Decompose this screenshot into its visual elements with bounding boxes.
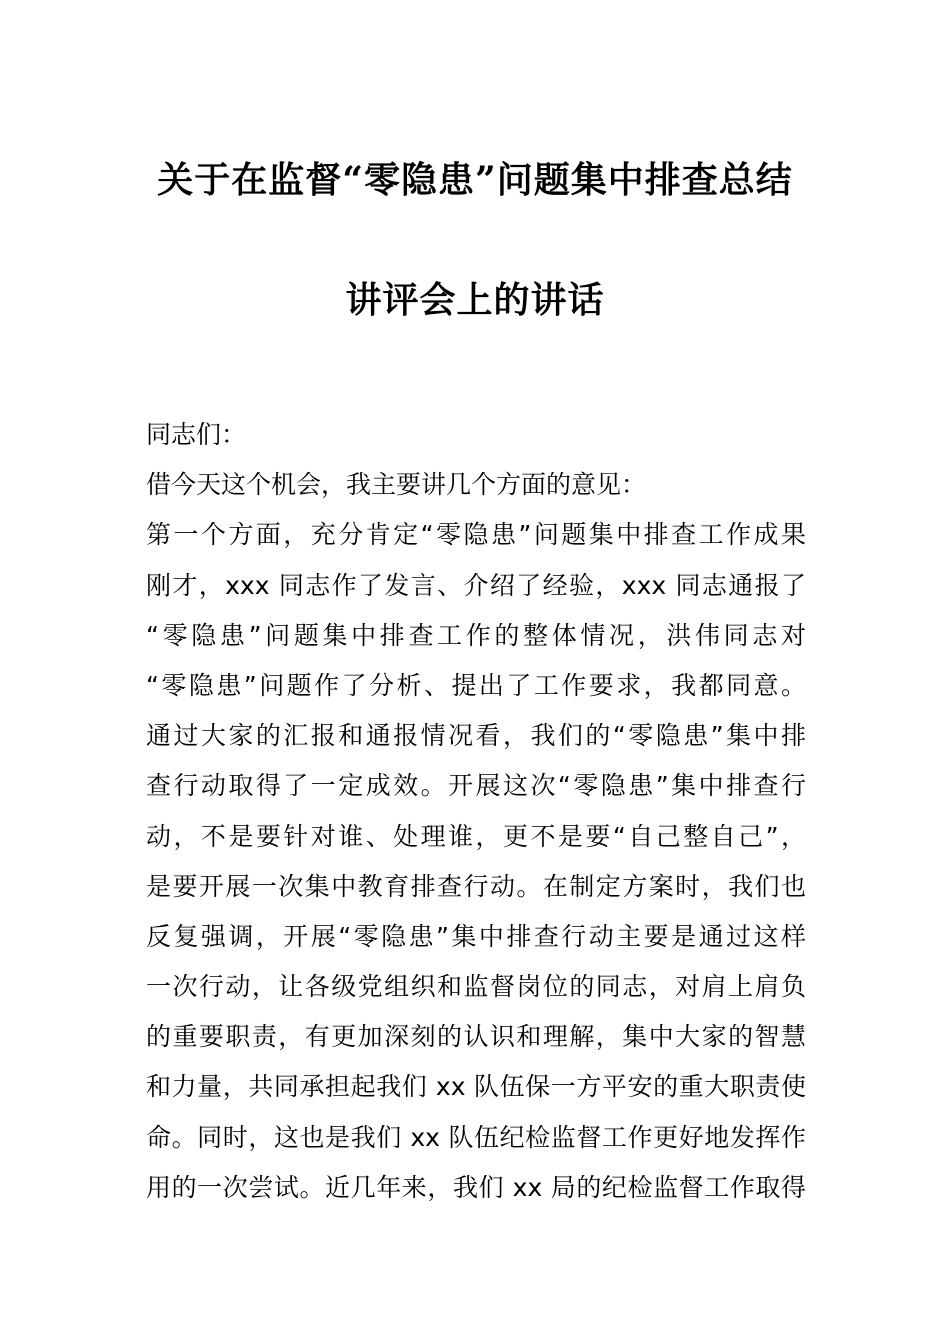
body-line: 的重要职责，有更加深刻的认识和理解，集中大家的智慧: [146, 1022, 806, 1052]
body-line: 动，不是要针对谁、处理谁，更不是要“自己整自己”，: [146, 821, 806, 851]
body-line: “零隐患”问题作了分析、提出了工作要求，我都同意。: [146, 670, 806, 700]
body-line: 查行动取得了一定成效。开展这次“零隐患”集中排查行: [146, 771, 806, 801]
body-line: 借今天这个机会，我主要讲几个方面的意见：: [146, 470, 647, 500]
body-line: 同志们：: [146, 420, 247, 449]
body-line: 刚才，xxx 同志作了发言、介绍了经验，xxx 同志通报了: [146, 570, 806, 600]
document-title-line-2: 讲评会上的讲话: [345, 279, 605, 321]
document-title-line-1: 关于在监督“零隐患”问题集中排查总结: [157, 159, 793, 201]
body-line: 是要开展一次集中教育排查行动。在制定方案时，我们也: [146, 871, 806, 901]
body-line: 反复强调，开展“零隐患”集中排查行动主要是通过这样: [146, 921, 806, 951]
body-line: 通过大家的汇报和通报情况看，我们的“零隐患”集中排: [146, 721, 806, 751]
body-line: “零隐患”问题集中排查工作的整体情况，洪伟同志对: [146, 620, 806, 650]
body-line: 用的一次尝试。近几年来，我们 xx 局的纪检监督工作取得: [146, 1172, 806, 1202]
body-line: 和力量，共同承担起我们 xx 队伍保一方平安的重大职责使: [146, 1072, 806, 1102]
body-line: 命。同时，这也是我们 xx 队伍纪检监督工作更好地发挥作: [146, 1122, 806, 1152]
body-line: 第一个方面，充分肯定“零隐患”问题集中排查工作成果: [146, 520, 806, 550]
body-line: 一次行动，让各级党组织和监督岗位的同志，对肩上肩负: [146, 972, 806, 1002]
document-body: [146, 410, 806, 1213]
